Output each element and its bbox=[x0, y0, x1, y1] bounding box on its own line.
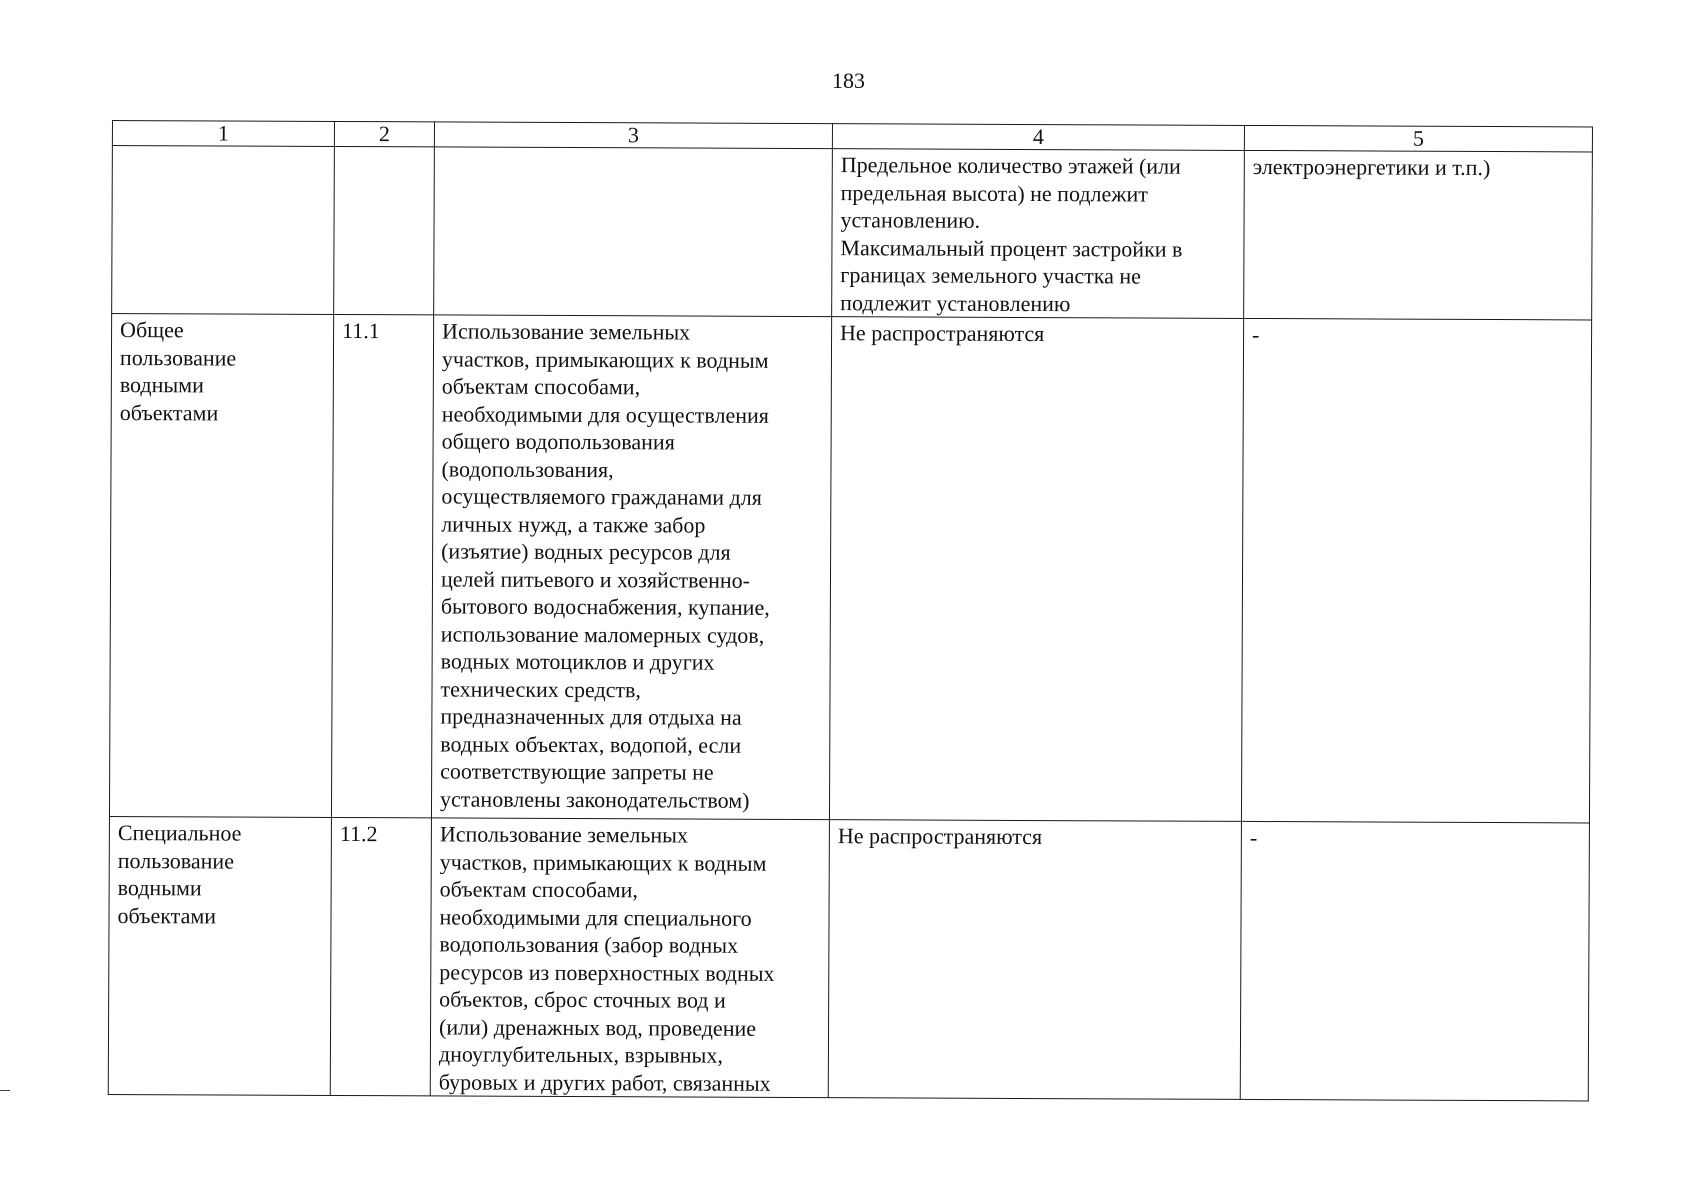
use-type-name: Специальное пользование водными объектами bbox=[108, 816, 331, 1095]
page-number: 183 bbox=[832, 68, 865, 93]
use-type-description: Использование земельных участков, примыкающих к водным объектам способами, необходимыми для осуществления общего водопользования (водопользования, осуществляемого гражданами для личных нужд, а также забор (изъятие) водных ресурсов для целей питьевого и хозяйственно- бытового водоснабжения, купание, использование маломерных судов, водных мотоциклов и других технических средств, предназначенных для отдыха на водных объектах, водопой, если соответствующие запреты не установлены законодательством) bbox=[431, 315, 831, 820]
restrictions-notes: - bbox=[1241, 318, 1591, 823]
building-parameters: Не распространяются bbox=[829, 317, 1243, 822]
restrictions-notes: - bbox=[1240, 821, 1589, 1101]
land-use-table bbox=[108, 120, 1593, 1101]
column-number-4: 4 bbox=[832, 124, 1244, 151]
column-number-1: 1 bbox=[112, 121, 334, 147]
use-type-name bbox=[112, 146, 335, 315]
use-type-description: Использование земельных участков, примыкающих к водным объектам способами, необходимыми для специального водопользования (забор водных ресурсов из поверхностных водных объектов, сброс сточных вод и (или) дренажных вод, проведение дноуглубительных, взрывных, буровых и других работ, связанных bbox=[430, 818, 829, 1098]
building-parameters: Предельное количество этажей (или предельная высота) не подлежит установлению. Максимальный процент застройки в границах земельного участка не подлежит установлению bbox=[832, 149, 1245, 319]
table-row bbox=[108, 816, 1589, 1100]
use-type-code: 11.2 bbox=[330, 817, 431, 1095]
use-type-code bbox=[334, 146, 435, 314]
margin-mark bbox=[0, 1090, 10, 1091]
column-number-2: 2 bbox=[334, 121, 434, 146]
restrictions-notes: электроэнергетики и т.п.) bbox=[1244, 150, 1593, 320]
table-row bbox=[109, 314, 1591, 823]
use-type-code: 11.1 bbox=[331, 314, 433, 817]
table-row bbox=[112, 146, 1593, 320]
column-number-3: 3 bbox=[434, 122, 832, 149]
column-number-5: 5 bbox=[1244, 125, 1592, 152]
building-parameters: Не распространяются bbox=[828, 820, 1241, 1100]
use-type-name: Общее пользование водными объектами bbox=[109, 314, 333, 818]
use-type-description bbox=[434, 147, 833, 317]
